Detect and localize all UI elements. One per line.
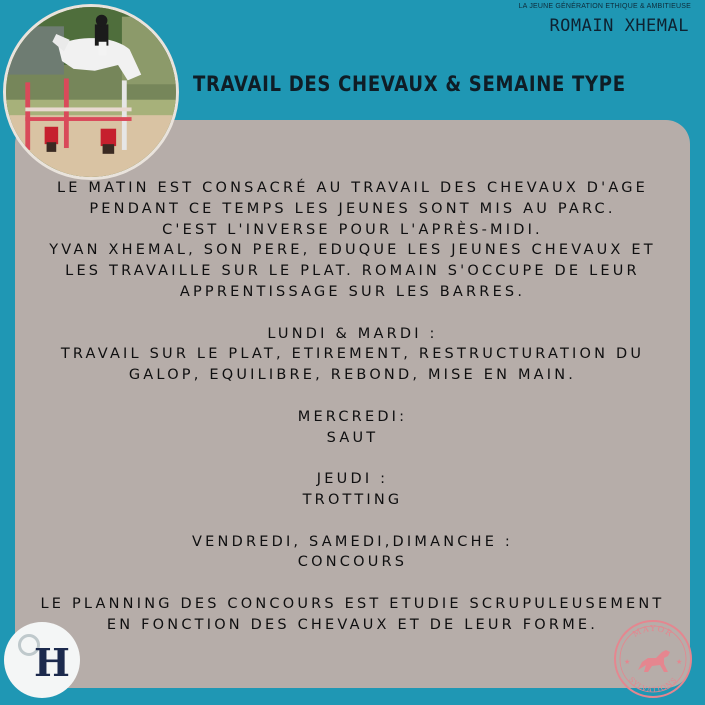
monday-tuesday-line: GALOP, EQUILIBRE, REBOND, MISE EN MAIN.: [128, 367, 577, 384]
intro-line: APPRENTISSAGE SUR LES BARRES.: [179, 283, 526, 300]
svg-text:MAYOR: [631, 624, 675, 639]
weekend-heading: VENDREDI, SAMEDI,DIMANCHE :: [192, 533, 513, 550]
thursday-heading: JEUDI :: [316, 471, 389, 488]
closing-line: EN FONCTION DES CHEVAUX ET DE LEUR FORME.: [106, 616, 599, 633]
h-logo: [4, 622, 80, 698]
page-title: TRAVAIL DES CHEVAUX & SEMAINE TYPE: [193, 72, 626, 96]
thursday-activity: TROTTING: [302, 491, 403, 508]
seal-bottom-text: SYLVATIONS: [627, 675, 679, 695]
logo-letter: H: [34, 640, 70, 685]
seal-top-text: MAYOR: [631, 623, 675, 640]
author-name: ROMAIN XHEMAL: [549, 16, 689, 36]
show-jumping-photo: [3, 4, 179, 180]
wednesday-heading: MERCREDI:: [297, 408, 408, 425]
closing-line: LE PLANNING DES CONCOURS EST ETUDIE SCRUPULEUSEMENT: [40, 595, 665, 612]
wednesday-activity: SAUT: [326, 429, 379, 446]
horse-icon: [638, 650, 670, 672]
monday-tuesday-line: TRAVAIL SUR LE PLAT, ETIREMENT, RESTRUCTURATION DU: [60, 346, 645, 363]
intro-line: C'EST L'INVERSE POUR L'APRÈS-MIDI.: [162, 221, 543, 238]
intro-line: YVAN XHEMAL, SON PERE, EDUQUE LES JEUNES CHEVAUX ET: [49, 242, 656, 259]
intro-line: LE MATIN EST CONSACRÉ AU TRAVAIL DES CHEVAUX D'AGE: [56, 180, 649, 196]
intro-line: PENDANT CE TEMPS LES JEUNES SONT MIS AU PARC.: [89, 200, 616, 217]
star-icon: ★: [624, 658, 631, 666]
star-icon: ★: [676, 658, 683, 666]
tagline: LA JEUNE GÉNÉRATION ETHIQUE & AMBITIEUSE: [518, 3, 691, 10]
schedule-text: [15, 178, 690, 636]
mayor-seal-logo: [612, 618, 694, 700]
intro-line: LES TRAVAILLE SUR LE PLAT. ROMAIN S'OCCUPE DE LEUR: [65, 263, 640, 280]
monday-tuesday-heading: LUNDI & MARDI :: [267, 325, 438, 342]
weekend-activity: CONCOURS: [297, 554, 408, 571]
